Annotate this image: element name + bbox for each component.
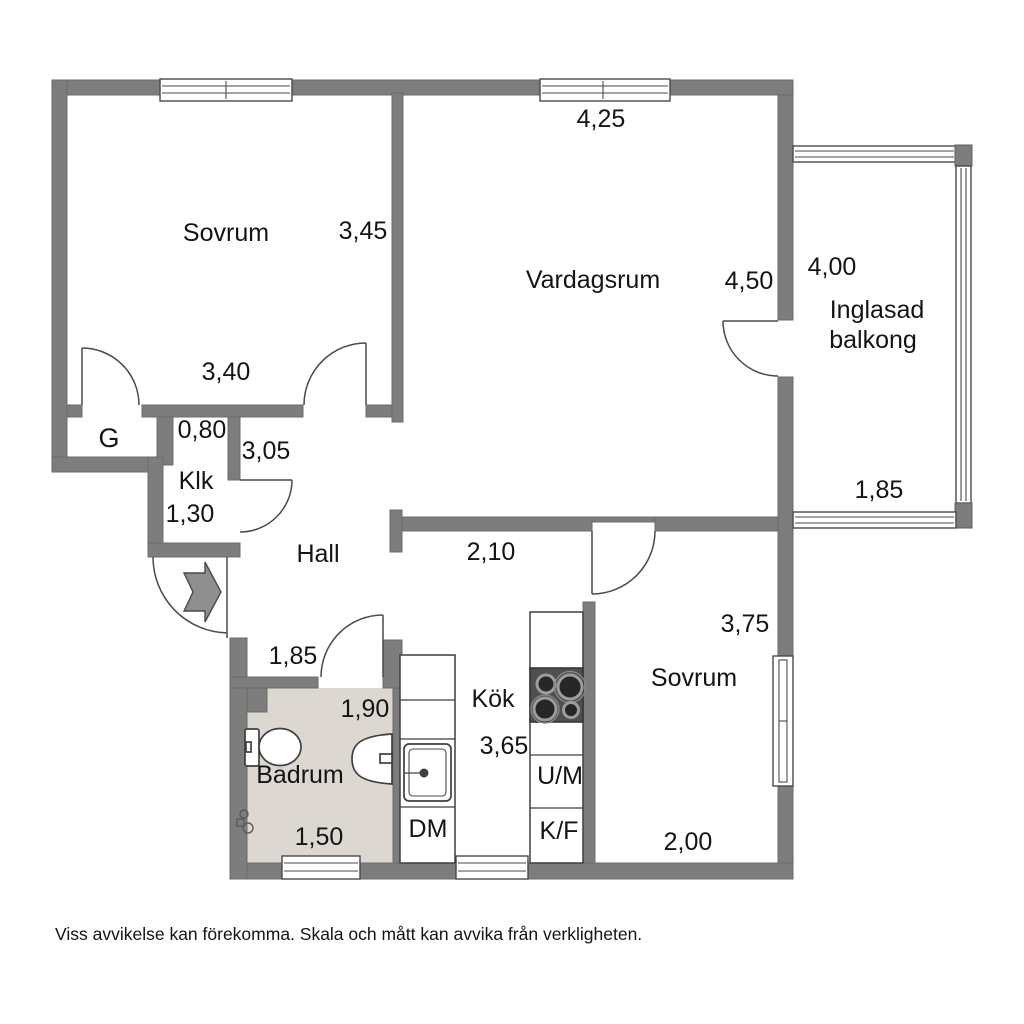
closet-dim-top: 0,80 [177, 416, 227, 444]
kitchen-window [456, 856, 528, 879]
bedroom2-dim-bottom: 2,00 [663, 828, 713, 856]
wardrobe-door-swing [82, 348, 139, 405]
balcony-post-top [955, 145, 972, 166]
balcony-post-bottom [955, 503, 972, 528]
wall-bathroom-top [230, 677, 318, 688]
disclaimer-text: Viss avvikelse kan förekomma. Skala och mått kan avvika från verkligheten. [55, 924, 643, 944]
wall-outer-bottom-right [528, 863, 793, 879]
wall-klk-right [228, 417, 240, 480]
wall-bedroom1-bottom-right [366, 405, 393, 417]
balcony-dim-vertical: 4,00 [807, 253, 857, 281]
bedroom1-door-swing [304, 343, 366, 405]
wall-bedroom1-bottom-left [67, 405, 82, 417]
closet-door-swing [240, 480, 292, 532]
kitchen-dim-vertical: 3,65 [479, 732, 529, 760]
bedroom1-dim-vertical: 3,45 [338, 217, 388, 245]
wall-bathroom-door-right-block [383, 640, 402, 688]
wall-klk-bottom [148, 543, 240, 557]
wall-g-bottom [52, 457, 163, 472]
wall-klk-left [148, 457, 163, 557]
bedroom2-door-swing [592, 531, 655, 594]
wall-hall-south-right [655, 517, 778, 531]
balcony-dim-bottom: 1,85 [854, 476, 904, 504]
toilet-bowl [259, 729, 301, 766]
wall-outer-bottom-mid [360, 863, 456, 879]
living-room-dim-top: 4,25 [576, 105, 626, 133]
balcony-label-line1: Inglasad [829, 296, 925, 324]
wall-outer-right-mid [778, 377, 793, 656]
balcony-glass-top [793, 146, 956, 162]
wall-hall-south-left [402, 517, 592, 531]
bedroom2-label: Sovrum [650, 664, 738, 692]
doors [82, 321, 778, 677]
wall-hall-t-cap [390, 510, 402, 552]
entrance-arrow-icon [184, 562, 221, 622]
bathroom-dim-bottom: 1,50 [294, 823, 344, 851]
balcony-glass-bottom [793, 512, 956, 528]
bathroom-dim-top: 1,90 [340, 695, 390, 723]
bedroom1-label: Sovrum [182, 219, 270, 247]
living-room-dim-vertical: 4,50 [724, 267, 774, 295]
wall-bedroom1-living-divider [392, 93, 403, 422]
wall-bedroom2-door-lintel [592, 517, 655, 522]
bedroom2-dim-top: 3,75 [720, 610, 770, 638]
living-room-window [540, 79, 670, 101]
hall-dim-kitchen-wall: 2,10 [466, 538, 516, 566]
kitchen-faucet-icon [420, 769, 429, 778]
closet-dim-bottom: 1,30 [165, 500, 215, 528]
closet-dim-right: 3,05 [241, 437, 291, 465]
wall-outer-right-upper [778, 95, 793, 320]
kitchen-fridge-label: K/F [539, 817, 579, 845]
bathroom-label: Badrum [256, 761, 344, 789]
bathroom-window [282, 856, 360, 879]
bathroom-faucet-icon [380, 754, 392, 763]
balcony-door-swing [723, 321, 778, 376]
kitchen-dishwasher-label: DM [408, 815, 448, 843]
hall-label: Hall [296, 540, 340, 568]
wall-outer-left [52, 80, 67, 472]
kitchen-micro-label: U/M [537, 762, 583, 790]
bedroom1-dim-horizontal: 3,40 [201, 358, 251, 386]
living-room-label: Vardagsrum [525, 266, 661, 294]
wardrobe-label: G [98, 423, 120, 453]
balcony-label-line2: balkong [829, 326, 917, 354]
balcony-glass-right [956, 166, 971, 503]
bathroom-door-swing [321, 615, 383, 677]
wall-bathroom-corner-block [247, 688, 267, 712]
closet-label: Klk [178, 467, 214, 495]
wall-kitchen-bedroom2-divider [583, 602, 595, 863]
hall-dim-bottom: 1,85 [268, 642, 318, 670]
toilet-flush-button [246, 742, 251, 752]
kitchen-label: Kök [471, 685, 515, 713]
